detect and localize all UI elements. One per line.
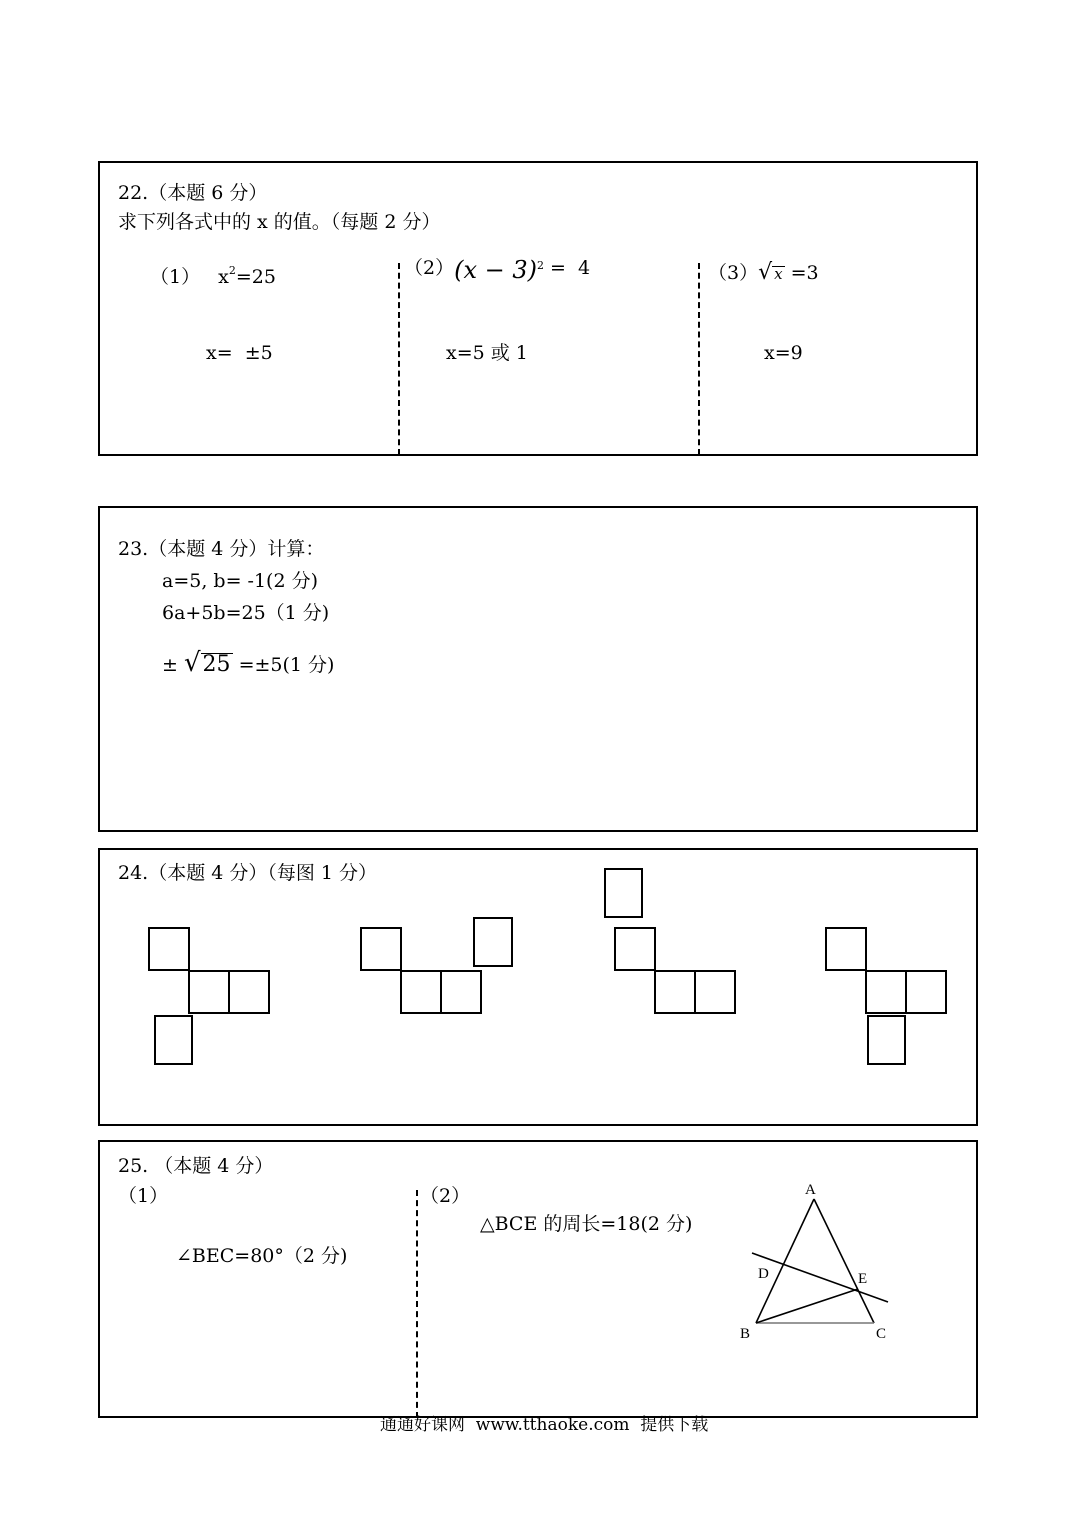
q22-part2-exponent: 2 [537, 259, 544, 272]
net-square [905, 970, 947, 1014]
net-square [825, 927, 867, 971]
question-22-box [98, 161, 978, 456]
q22-part1-rhs: =25 [235, 266, 276, 288]
q22-part2-answer: x=5 或 1 [446, 342, 528, 364]
net-square [148, 927, 190, 971]
q23-sqrt-sign: √ [183, 648, 201, 678]
q22-part2-base: (x − 3) [454, 256, 537, 284]
q25-part2-number: （2） [420, 1185, 471, 1207]
q23-result: =±5(1 分) [232, 654, 335, 676]
q23-line-3 [162, 650, 334, 676]
q22-part2-number: （2） [404, 257, 455, 279]
q22-instruction: 求下列各式中的 x 的值。（每题 2 分） [118, 211, 441, 233]
net-square [614, 927, 656, 971]
triangle-diagram [730, 1175, 900, 1345]
net-square [188, 970, 230, 1014]
q22-part1-answer: x= ±5 [206, 342, 273, 364]
q23-radicand: 25 [202, 652, 231, 677]
net-square [694, 970, 736, 1014]
q22-title: 22.（本题 6 分） [118, 182, 268, 204]
q23-plus-minus: ± [162, 654, 178, 676]
q22-part1-number: （1） [150, 266, 201, 288]
q22-part2-equation [404, 258, 590, 282]
q25-title: 25. （本题 4 分） [118, 1155, 274, 1177]
q22-divider-1 [398, 263, 400, 455]
q22-part3-sqrt-sign: √ [758, 260, 773, 285]
q22-divider-2 [698, 263, 700, 455]
label-d: D [758, 1266, 769, 1282]
net-square [360, 927, 402, 971]
q22-part1-exponent: 2 [228, 264, 236, 277]
q24-title: 24.（本题 4 分）（每图 1 分） [118, 862, 378, 884]
q22-part3-radicand: x [774, 265, 783, 283]
label-e: E [858, 1271, 868, 1287]
q25-part1-answer: ∠BEC=80°（2 分) [176, 1245, 348, 1267]
q22-part3-number: （3） [708, 262, 759, 284]
q23-line-2: 6a+5b=25（1 分) [162, 602, 330, 624]
label-b: B [740, 1326, 751, 1342]
net-square [867, 1015, 906, 1065]
net-square [440, 970, 482, 1014]
q25-part2-answer: △BCE 的周长=18(2 分) [480, 1213, 693, 1235]
q22-part3-rhs: =3 [784, 262, 819, 284]
q22-part3-answer: x=9 [764, 342, 803, 364]
q23-line-1: a=5, b= -1(2 分) [162, 570, 318, 592]
q25-divider [416, 1190, 418, 1418]
net-square [154, 1015, 193, 1065]
label-a: A [805, 1182, 816, 1198]
q22-part1-base: x [218, 266, 229, 288]
q22-part3-equation [708, 262, 819, 284]
q25-part1-number: （1） [118, 1185, 169, 1207]
net-square [604, 868, 643, 918]
q22-part1-equation [150, 265, 276, 287]
net-square [654, 970, 696, 1014]
net-square [865, 970, 907, 1014]
net-square [228, 970, 270, 1014]
net-square [400, 970, 442, 1014]
net-square [473, 917, 513, 967]
label-c: C [876, 1326, 887, 1342]
q23-title: 23.（本题 4 分）计算： [118, 538, 325, 560]
footer-credit: 通通好课网 www.tthaoke.com 提供下载 [380, 1415, 709, 1435]
q22-part2-rhs: = 4 [544, 257, 591, 279]
